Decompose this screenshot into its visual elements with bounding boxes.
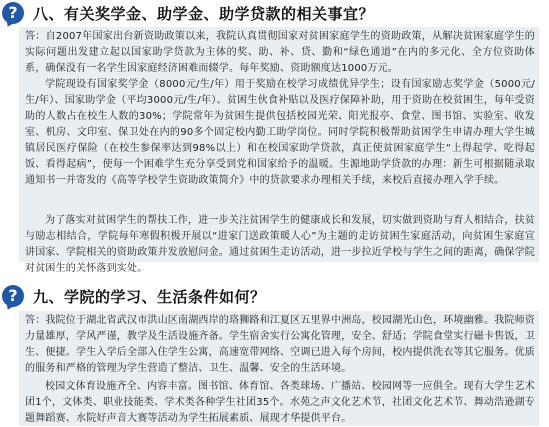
- section-heading: [0, 283, 549, 311]
- answer-paragraph: 学院现设有国家奖学金（8000元/生/年）用于奖励在校学习成绩优异学生；设有国家励志奖学金（5000元/生/年）、国家助学金（平均3000元/生/年）、贫困生伙食补贴以及医疗保障补助，用于资助在校贫困生，每年受资助的人数占在校生人数的30%；学院常年为贫困生提供包括校园光荣、阳光报亭、食堂、图书馆、实验室、收发室、机房、文印室、保卫处在内的90多个固定校内勤工助学岗位。同时学院积极帮助贫困学生申请办理大学生城镇居民医疗保险（在校生参保率达到98%以上）和在校国家助学贷款，真正使贫困家庭学生“上得起学、吃得起饭、看得起病”，使每一个困难学生充分享受到党和国家给予的温暖。生源地助学贷款的办理：新生可根据随录取通知书一并寄发的《高等学校学生资助政策简介》中的贷款要求办理相关手续，来校后直接办理入学手续。: [25, 79, 535, 186]
- question-mark-icon: ?: [2, 285, 24, 307]
- answer-paragraph: 为了落实对贫困学生的帮扶工作，进一步关注贫困学生的健康成长和发展，切实做到资助与育人相结合，扶贫与励志相结合，学院每年寒假积极开展以“进家门送政策暖人心”为主题的走访贫困生家庭活动，向贫困生家庭宣讲国家、学院相关的资助政策并发放慰问金。通过贫困生走访活动，进一步拉近学校与学生之间的距离，确保学院对贫困生的关怀落到实处。: [25, 215, 535, 274]
- faq-section-study-life: [0, 283, 549, 424]
- section-title: 八、有关奖学金、助学金、助学贷款的相关事宜？: [33, 5, 375, 23]
- answer-paragraph: 校园文体育设施齐全、内容丰富。图书馆、体育馆、各类球场、广播站、校园网等一应俱全。现有大学生艺术团1个，文体类、职业技能类、学术类各种学生社团35个。水苑之声文化艺术节，社团文化艺术节、舞动浩逊湖专题舞蹈赛、水院好声音大赛等活动为学生拓展素质、展现才华提供平台。: [25, 381, 535, 424]
- section-body: [19, 27, 539, 274]
- answer-paragraph: 答：自2007年国家出台新资助政策以来，我院认真贯彻国家对贫困家庭学生的资助政策，从解决贫困家庭学生的实际问题出发建立起以国家助学贷款为主体的奖、助、补、贷、勤和“绿色通道”在内的多元化、全方位资助体系，确保没有一名学生因家庭经济困难而辍学。每年奖励、资助额度达1000万元。: [25, 31, 535, 74]
- answer-paragraph: 答：我院位于湖北省武汉市洪山区南湖西岸的珞狮路和江夏区五里界中洲岛，校园湖光山色，环境幽雅。我院师资力量雄厚，学风严谨，教学及生活设施齐备。学生宿舍实行公寓化管理，安全、舒适；学院食堂实行磁卡售饭，卫生、便捷。学生入学后全部入住学生公寓，高速宽带网络、空调已进入每个房间，校内提供洗衣等其它服务。优质的服务和严格的管理为学生营造了整洁、卫生、温馨、安全的生活环境。: [25, 315, 535, 374]
- section-body: [19, 311, 539, 426]
- section-title: 九、学院的学习、生活条件如何？: [33, 288, 266, 306]
- question-mark-icon: ?: [2, 2, 24, 24]
- section-heading: [0, 0, 549, 28]
